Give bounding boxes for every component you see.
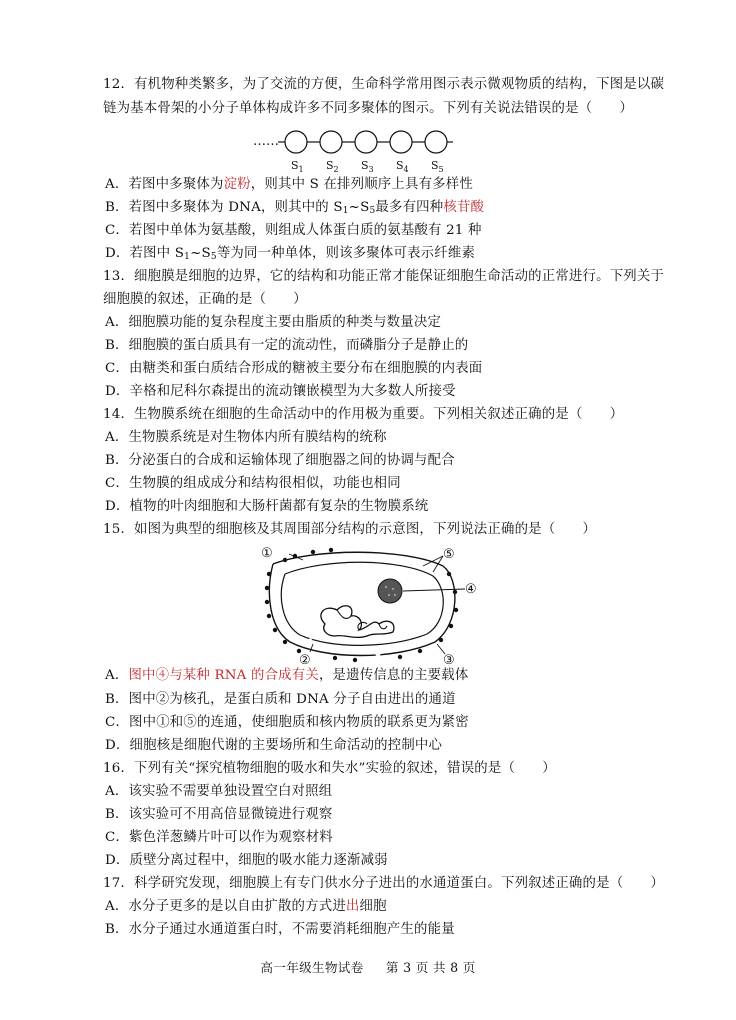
q12-option-c: C．若图中单体为氨基酸，则组成人体蛋白质的氨基酸有 21 种 (105, 223, 482, 238)
monomer-s3 (355, 131, 377, 153)
chain-ellipsis: …… (253, 134, 279, 149)
q16-option-b: B．该实验可不用高倍显微镜进行观察 (105, 807, 333, 822)
nucleolus (378, 579, 402, 603)
label-s3: $S_3$ (361, 159, 374, 174)
q13-stem-line1: 13．细胞膜是细胞的边界，它的结构和功能正常才能保证细胞生命活动的正常进行。下列关于 (103, 269, 665, 284)
q13-option-a: A．细胞膜功能的复杂程度主要由脂质的种类与数量决定 (105, 315, 442, 330)
footer-title: 高一年级生物试卷 (260, 960, 364, 975)
q15-option-b: B．图中②为核孔，是蛋白质和 DNA 分子自由进出的通道 (105, 692, 456, 707)
monomer-s4 (390, 131, 412, 153)
label-s5: $S_5$ (431, 159, 444, 174)
q14-option-d: D．植物的叶肉细胞和大肠杆菌都有复杂的生物膜系统 (105, 499, 429, 514)
q13-stem-line2: 细胞膜的叙述，正确的是（ ） (103, 292, 307, 307)
monomer-s1 (285, 131, 307, 153)
label-s1: $S_1$ (291, 159, 304, 174)
label-4: ④ (465, 582, 477, 597)
q14-option-c: C．生物膜的组成成分和结构很相似，功能也相同 (105, 476, 401, 491)
q14-option-a: A．生物膜系统是对生物体内所有膜结构的统称 (105, 430, 387, 445)
monomer-s5 (425, 131, 447, 153)
label-5: ⑤ (443, 547, 455, 562)
q15-stem: 15．如图为典型的细胞核及其周围部分结构的示意图，下列说法正确的是（ ） (103, 522, 597, 537)
q12-option-b: B．若图中多聚体为 DNA，则其中的 $S_1\sim S_5$最多有四种核苷酸 (105, 200, 485, 216)
q16-option-d: D．质壁分离过程中，细胞的吸水能力逐渐减弱 (105, 853, 388, 868)
label-2: ② (299, 653, 311, 664)
q12-stem-line1: 12．有机物种类繁多，为了交流的方便，生命科学常用图示表示微观物质的结构，下图是以碳 (103, 77, 665, 92)
inner-membrane (281, 562, 443, 645)
polymer-chain-figure (250, 128, 470, 176)
monomer-s2 (320, 131, 342, 153)
q13-option-d: D．辛格和尼科尔森提出的流动镶嵌模型为大多数人所接受 (105, 384, 456, 399)
page-footer (0, 957, 736, 976)
chromatin (321, 606, 394, 638)
q17-stem: 17．科学研究发现，细胞膜上有专门供水分子进出的水通道蛋白。下列叙述正确的是（ ） (103, 876, 665, 891)
q16-stem: 16．下列有关“探究植物细胞的吸水和失水”实验的叙述，错误的是（ ） (103, 761, 556, 776)
q14-option-b: B．分泌蛋白的合成和运输体现了细胞器之间的协调与配合 (105, 453, 455, 468)
q13-option-b: B．细胞膜的蛋白质具有一定的流动性，而磷脂分子是静止的 (105, 338, 469, 353)
outer-membrane (269, 552, 455, 655)
q12-option-a: A．若图中多聚体为淀粉，则其中 S 在排列顺序上具有多样性 (105, 177, 473, 192)
q15-option-a: A．图中④与某种 RNA 的合成有关，是遗传信息的主要载体 (105, 668, 469, 683)
footer-page-number: 第 3 页 共 8 页 (385, 960, 476, 975)
label-1: ① (261, 546, 273, 561)
q12-stem-line2: 链为基本骨架的小分子单体构成许多不同多聚体的图示。下列有关说法错误的是（ ） (103, 101, 634, 116)
label-3: ③ (443, 653, 455, 664)
q15-option-d: D．细胞核是细胞代谢的主要场所和生命活动的控制中心 (105, 738, 443, 753)
q13-option-c: C．由糖类和蛋白质结合形成的糖被主要分布在细胞膜的内表面 (105, 361, 483, 376)
q15-option-c: C．图中①和⑤的连通，使细胞质和核内物质的联系更为紧密 (105, 715, 469, 730)
q17-option-b: B．水分子通过水通道蛋白时，不需要消耗细胞产生的能量 (105, 922, 455, 937)
label-s2: $S_2$ (326, 159, 339, 174)
q14-stem: 14．生物膜系统在细胞的生命活动中的作用极为重要。下列相关叙述正确的是（ ） (103, 407, 624, 422)
q16-option-c: C．紫色洋葱鳞片叶可以作为观察材料 (105, 830, 333, 845)
q17-option-a: A．水分子更多的是以自由扩散的方式进出细胞 (105, 899, 387, 914)
q12-option-d: D．若图中 $S_1\sim S_5$等为同一种单体，则该多聚体可表示纤维素 (105, 246, 476, 262)
q16-option-a: A．该实验不需要单独设置空白对照组 (105, 784, 333, 799)
nucleus-figure (255, 544, 485, 664)
label-s4: $S_4$ (396, 159, 409, 174)
